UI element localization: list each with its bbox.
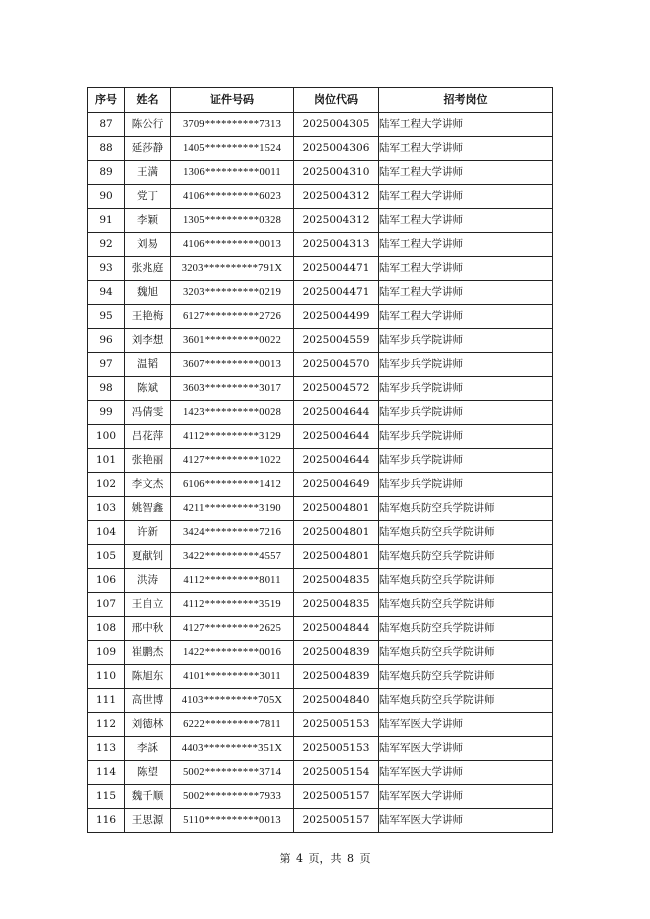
cell-post-code: 2025004312 [294, 185, 379, 209]
cell-name: 李訸 [125, 737, 171, 761]
cell-name: 陈公行 [125, 113, 171, 137]
cell-id-number: 3422**********4557 [171, 545, 294, 569]
cell-id-number: 4211**********3190 [171, 497, 294, 521]
cell-id-number: 5002**********3714 [171, 761, 294, 785]
cell-name: 许新 [125, 521, 171, 545]
table-row [88, 137, 553, 161]
cell-post-code: 2025005153 [294, 713, 379, 737]
table-row [88, 737, 553, 761]
cell-post-title: 陆军炮兵防空兵学院讲师 [379, 497, 553, 521]
cell-id-number: 1423**********0028 [171, 401, 294, 425]
cell-seq: 111 [88, 689, 125, 713]
cell-name: 夏献钊 [125, 545, 171, 569]
cell-post-title: 陆军工程大学讲师 [379, 257, 553, 281]
cell-seq: 89 [88, 161, 125, 185]
cell-post-code: 2025004844 [294, 617, 379, 641]
cell-post-code: 2025004306 [294, 137, 379, 161]
table-body [88, 113, 553, 833]
table-row [88, 569, 553, 593]
table-row [88, 497, 553, 521]
cell-seq: 97 [88, 353, 125, 377]
table-row [88, 641, 553, 665]
cell-post-title: 陆军工程大学讲师 [379, 161, 553, 185]
header-code: 岗位代码 [294, 88, 379, 113]
cell-post-code: 2025004313 [294, 233, 379, 257]
cell-seq: 108 [88, 617, 125, 641]
cell-id-number: 3203**********0219 [171, 281, 294, 305]
cell-name: 高世博 [125, 689, 171, 713]
cell-id-number: 4101**********3011 [171, 665, 294, 689]
cell-post-title: 陆军步兵学院讲师 [379, 353, 553, 377]
cell-seq: 88 [88, 137, 125, 161]
cell-id-number: 3601**********0022 [171, 329, 294, 353]
footer-suffix: 页 [359, 852, 371, 865]
cell-seq: 95 [88, 305, 125, 329]
table-row [88, 257, 553, 281]
cell-seq: 98 [88, 377, 125, 401]
cell-post-title: 陆军步兵学院讲师 [379, 329, 553, 353]
footer-total-pages: 8 [347, 852, 354, 865]
cell-post-code: 2025004499 [294, 305, 379, 329]
cell-post-title: 陆军军医大学讲师 [379, 761, 553, 785]
footer-middle: 页，共 [308, 852, 342, 865]
cell-name: 崔鹏杰 [125, 641, 171, 665]
cell-id-number: 5002**********7933 [171, 785, 294, 809]
cell-post-code: 2025004572 [294, 377, 379, 401]
cell-id-number: 6106**********1412 [171, 473, 294, 497]
cell-post-title: 陆军工程大学讲师 [379, 185, 553, 209]
table-row [88, 713, 553, 737]
cell-post-title: 陆军工程大学讲师 [379, 113, 553, 137]
cell-name: 温韬 [125, 353, 171, 377]
table-row [88, 353, 553, 377]
cell-seq: 109 [88, 641, 125, 665]
cell-seq: 93 [88, 257, 125, 281]
cell-post-code: 2025004801 [294, 497, 379, 521]
cell-seq: 100 [88, 425, 125, 449]
table-row [88, 617, 553, 641]
cell-seq: 113 [88, 737, 125, 761]
cell-id-number: 3424**********7216 [171, 521, 294, 545]
table-row [88, 473, 553, 497]
cell-name: 陈望 [125, 761, 171, 785]
cell-id-number: 1306**********0011 [171, 161, 294, 185]
cell-post-code: 2025004839 [294, 665, 379, 689]
table-row [88, 233, 553, 257]
table-row [88, 401, 553, 425]
cell-post-title: 陆军军医大学讲师 [379, 737, 553, 761]
cell-name: 魏千顺 [125, 785, 171, 809]
cell-seq: 112 [88, 713, 125, 737]
cell-id-number: 4127**********2625 [171, 617, 294, 641]
cell-post-title: 陆军工程大学讲师 [379, 233, 553, 257]
cell-post-code: 2025004312 [294, 209, 379, 233]
table-row [88, 185, 553, 209]
cell-post-title: 陆军炮兵防空兵学院讲师 [379, 521, 553, 545]
cell-id-number: 4403**********351X [171, 737, 294, 761]
cell-id-number: 6127**********2726 [171, 305, 294, 329]
table-row [88, 161, 553, 185]
cell-name: 冯倩雯 [125, 401, 171, 425]
table-row [88, 785, 553, 809]
cell-name: 张兆庭 [125, 257, 171, 281]
cell-name: 魏旭 [125, 281, 171, 305]
cell-id-number: 4112**********3129 [171, 425, 294, 449]
cell-post-code: 2025004801 [294, 521, 379, 545]
table-row [88, 809, 553, 833]
cell-post-code: 2025004644 [294, 449, 379, 473]
table-row [88, 665, 553, 689]
cell-post-title: 陆军步兵学院讲师 [379, 401, 553, 425]
cell-name: 党丁 [125, 185, 171, 209]
cell-post-title: 陆军军医大学讲师 [379, 809, 553, 833]
cell-seq: 96 [88, 329, 125, 353]
table-row [88, 593, 553, 617]
cell-seq: 90 [88, 185, 125, 209]
cell-name: 王思源 [125, 809, 171, 833]
cell-name: 延莎静 [125, 137, 171, 161]
cell-id-number: 3709**********7313 [171, 113, 294, 137]
cell-post-code: 2025004835 [294, 569, 379, 593]
footer-prefix: 第 [279, 852, 291, 865]
cell-name: 李文杰 [125, 473, 171, 497]
cell-id-number: 4112**********8011 [171, 569, 294, 593]
cell-id-number: 1422**********0016 [171, 641, 294, 665]
cell-post-code: 2025004649 [294, 473, 379, 497]
cell-post-title: 陆军炮兵防空兵学院讲师 [379, 617, 553, 641]
cell-post-code: 2025004839 [294, 641, 379, 665]
cell-post-title: 陆军工程大学讲师 [379, 305, 553, 329]
table-row [88, 281, 553, 305]
cell-post-code: 2025005157 [294, 809, 379, 833]
cell-post-code: 2025004559 [294, 329, 379, 353]
cell-name: 洪涛 [125, 569, 171, 593]
cell-seq: 104 [88, 521, 125, 545]
cell-id-number: 4106**********0013 [171, 233, 294, 257]
cell-name: 刘易 [125, 233, 171, 257]
header-name: 姓名 [125, 88, 171, 113]
cell-post-title: 陆军军医大学讲师 [379, 785, 553, 809]
cell-id-number: 1405**********1524 [171, 137, 294, 161]
footer-page-number: 4 [296, 852, 303, 865]
cell-name: 张艳丽 [125, 449, 171, 473]
cell-post-title: 陆军炮兵防空兵学院讲师 [379, 641, 553, 665]
page-footer [0, 850, 650, 866]
cell-seq: 99 [88, 401, 125, 425]
table-row [88, 305, 553, 329]
cell-id-number: 4127**********1022 [171, 449, 294, 473]
cell-post-code: 2025004570 [294, 353, 379, 377]
cell-post-code: 2025004471 [294, 257, 379, 281]
cell-post-title: 陆军步兵学院讲师 [379, 377, 553, 401]
cell-post-title: 陆军工程大学讲师 [379, 281, 553, 305]
cell-post-title: 陆军炮兵防空兵学院讲师 [379, 545, 553, 569]
cell-seq: 92 [88, 233, 125, 257]
candidate-table [87, 87, 553, 833]
cell-name: 刘李想 [125, 329, 171, 353]
cell-post-code: 2025004835 [294, 593, 379, 617]
cell-post-code: 2025005157 [294, 785, 379, 809]
cell-seq: 101 [88, 449, 125, 473]
cell-post-title: 陆军步兵学院讲师 [379, 449, 553, 473]
cell-name: 刘德林 [125, 713, 171, 737]
cell-post-title: 陆军军医大学讲师 [379, 713, 553, 737]
cell-post-title: 陆军炮兵防空兵学院讲师 [379, 593, 553, 617]
cell-post-code: 2025004644 [294, 401, 379, 425]
cell-id-number: 4112**********3519 [171, 593, 294, 617]
cell-seq: 87 [88, 113, 125, 137]
cell-name: 王自立 [125, 593, 171, 617]
table-row [88, 377, 553, 401]
cell-name: 陈旭东 [125, 665, 171, 689]
table-header-row [88, 88, 553, 113]
table-row [88, 761, 553, 785]
cell-seq: 116 [88, 809, 125, 833]
header-post: 招考岗位 [379, 88, 553, 113]
cell-post-title: 陆军炮兵防空兵学院讲师 [379, 665, 553, 689]
cell-post-title: 陆军炮兵防空兵学院讲师 [379, 689, 553, 713]
cell-post-code: 2025004305 [294, 113, 379, 137]
cell-post-code: 2025005153 [294, 737, 379, 761]
cell-seq: 107 [88, 593, 125, 617]
cell-seq: 110 [88, 665, 125, 689]
cell-name: 王满 [125, 161, 171, 185]
cell-name: 陈斌 [125, 377, 171, 401]
cell-id-number: 3603**********3017 [171, 377, 294, 401]
cell-seq: 106 [88, 569, 125, 593]
cell-id-number: 6222**********7811 [171, 713, 294, 737]
cell-post-code: 2025005154 [294, 761, 379, 785]
header-seq: 序号 [88, 88, 125, 113]
cell-post-code: 2025004644 [294, 425, 379, 449]
cell-seq: 94 [88, 281, 125, 305]
cell-seq: 105 [88, 545, 125, 569]
cell-seq: 91 [88, 209, 125, 233]
cell-post-title: 陆军工程大学讲师 [379, 137, 553, 161]
cell-name: 邢中秋 [125, 617, 171, 641]
table-row [88, 521, 553, 545]
cell-post-title: 陆军炮兵防空兵学院讲师 [379, 569, 553, 593]
table-row [88, 113, 553, 137]
cell-id-number: 3607**********0013 [171, 353, 294, 377]
cell-name: 李颖 [125, 209, 171, 233]
cell-seq: 103 [88, 497, 125, 521]
cell-seq: 102 [88, 473, 125, 497]
cell-name: 王艳梅 [125, 305, 171, 329]
cell-id-number: 1305**********0328 [171, 209, 294, 233]
cell-seq: 115 [88, 785, 125, 809]
table-row [88, 545, 553, 569]
cell-id-number: 3203**********791X [171, 257, 294, 281]
cell-post-code: 2025004840 [294, 689, 379, 713]
cell-id-number: 4103**********705X [171, 689, 294, 713]
cell-post-title: 陆军步兵学院讲师 [379, 425, 553, 449]
cell-id-number: 5110**********0013 [171, 809, 294, 833]
cell-name: 吕花萍 [125, 425, 171, 449]
table-row [88, 425, 553, 449]
cell-post-code: 2025004801 [294, 545, 379, 569]
cell-seq: 114 [88, 761, 125, 785]
cell-id-number: 4106**********6023 [171, 185, 294, 209]
cell-post-code: 2025004310 [294, 161, 379, 185]
table-row [88, 209, 553, 233]
header-id: 证件号码 [171, 88, 294, 113]
cell-name: 姚智鑫 [125, 497, 171, 521]
table-row [88, 329, 553, 353]
cell-post-title: 陆军工程大学讲师 [379, 209, 553, 233]
cell-post-code: 2025004471 [294, 281, 379, 305]
table-row [88, 689, 553, 713]
cell-post-title: 陆军步兵学院讲师 [379, 473, 553, 497]
table-row [88, 449, 553, 473]
